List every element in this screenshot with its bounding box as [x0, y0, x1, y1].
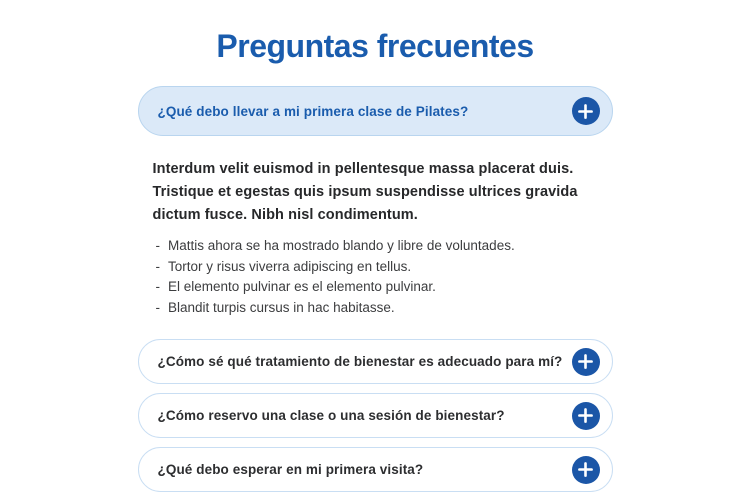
faq-question: ¿Cómo sé qué tratamiento de bienestar es adecuado para mí?	[157, 354, 563, 369]
plus-icon[interactable]	[572, 348, 600, 376]
faq-answer-panel	[138, 136, 613, 318]
answer-bullet: - Mattis ahora se ha mostrado blando y libre de voluntades.	[156, 236, 593, 257]
plus-glyph	[578, 408, 593, 423]
answer-list	[153, 236, 593, 318]
faq-question-expanded: ¿Qué debo llevar a mi primera clase de Pilates?	[157, 103, 469, 119]
plus-glyph	[578, 354, 593, 369]
answer-bullet: - El elemento pulvinar es el elemento pulvinar.	[156, 277, 593, 298]
plus-glyph	[578, 104, 593, 119]
faq-item-collapsed-3[interactable]	[138, 447, 613, 492]
faq-item-collapsed-1[interactable]	[138, 339, 613, 384]
faq-question: ¿Qué debo esperar en mi primera visita?	[157, 462, 424, 477]
plus-icon[interactable]	[572, 97, 600, 125]
plus-glyph	[578, 462, 593, 477]
faq-item-collapsed-2[interactable]	[138, 393, 613, 438]
plus-icon[interactable]	[572, 456, 600, 484]
answer-paragraph: Interdum velit euismod in pellentesque massa placerat duis. Tristique et egestas quis ipsum suspendisse ultrices gravida dictum fusce. Nibh nisl condimentum.	[152, 161, 578, 223]
faq-collapsed-group	[138, 339, 613, 492]
page-title: Preguntas frecuentes	[216, 28, 534, 64]
faq-question: ¿Cómo reservo una clase o una sesión de bienestar?	[157, 408, 505, 423]
answer-bullet: - Tortor y risus viverra adipiscing en tellus.	[156, 257, 593, 278]
faq-section	[138, 0, 613, 492]
faq-item-expanded[interactable]	[138, 86, 613, 136]
plus-icon[interactable]	[572, 402, 600, 430]
answer-bullet: - Blandit turpis cursus in hac habitasse.	[156, 298, 593, 319]
